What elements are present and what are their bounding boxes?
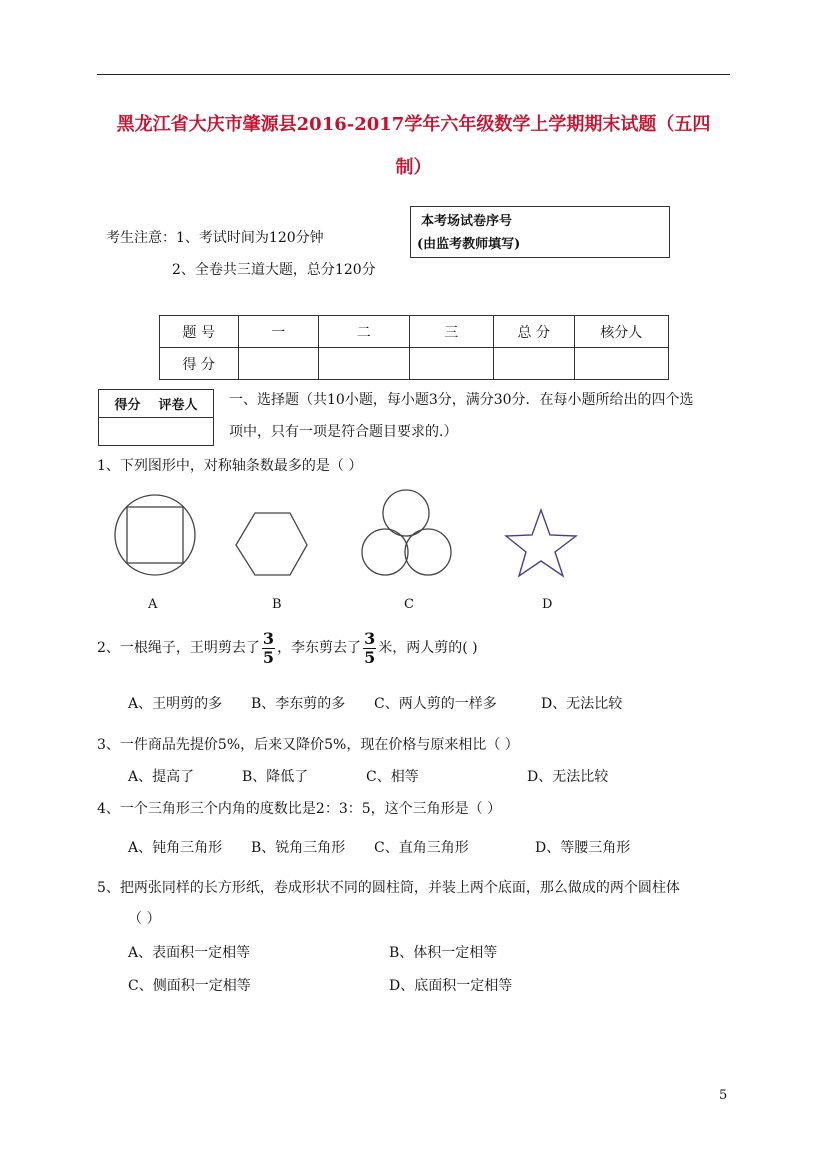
score-header-cell: 核分人 — [574, 316, 668, 348]
hexagon-figure — [236, 513, 307, 575]
score-row-label: 得 分 — [160, 348, 239, 380]
exam-title-line2: 制） — [395, 157, 432, 178]
notice-line1: 考生注意：1、考试时间为120分钟 — [106, 230, 324, 246]
notice-line2: 2、全卷共三道大题，总分120分 — [172, 262, 376, 278]
q4-option-d[interactable]: D、等腰三角形 — [535, 840, 631, 856]
q4-option-a[interactable]: A、钝角三角形 — [128, 840, 223, 856]
serial-box-line1: 本考场试卷序号 — [421, 214, 513, 229]
q1-label-b: B — [272, 597, 282, 612]
three-circles-figure — [362, 490, 451, 575]
q1-label-c: C — [404, 597, 414, 612]
q5-stem: 5、把两张同样的长方形纸，卷成形状不同的圆柱筒，并装上两个底面，那么做成的两个圆柱体 — [97, 880, 680, 896]
score-cell[interactable] — [574, 348, 668, 380]
q3-option-a[interactable]: A、提高了 — [128, 769, 195, 785]
grader-blank[interactable] — [99, 418, 214, 446]
score-header-cell: 二 — [319, 316, 409, 348]
q2-option-b[interactable]: B、李东剪的多 — [251, 696, 346, 712]
score-table — [159, 315, 669, 380]
score-table-header-row — [160, 316, 669, 348]
q4-option-b[interactable]: B、锐角三角形 — [251, 840, 346, 856]
q1-label-d: D — [542, 597, 553, 612]
score-cell[interactable] — [319, 348, 409, 380]
q1-stem: 1、下列图形中，对称轴条数最多的是（ ） — [97, 458, 363, 474]
fraction-numerator: 3 — [262, 628, 275, 648]
score-header-cell: 总 分 — [494, 316, 575, 348]
q3-stem: 3、一件商品先提价5%，后来又降价5%，现在价格与原来相比（ ） — [97, 737, 519, 753]
q2-fraction-1 — [262, 630, 275, 667]
score-cell[interactable] — [238, 348, 319, 380]
q5-option-b[interactable]: B、体积一定相等 — [389, 945, 498, 961]
fraction-denominator: 5 — [262, 647, 275, 667]
page-number: 5 — [719, 1088, 728, 1103]
section1-intro-line1: 一、选择题（共10小题，每小题3分，满分30分．在每小题所给出的四个选 — [229, 392, 694, 408]
q3-option-b[interactable]: B、降低了 — [242, 769, 309, 785]
q3-option-c[interactable]: C、相等 — [366, 769, 419, 785]
serial-box-line2: (由监考教师填写) — [417, 237, 521, 252]
q4-option-c[interactable]: C、直角三角形 — [374, 840, 469, 856]
fraction-denominator: 5 — [364, 647, 376, 667]
fraction-numerator: 3 — [364, 628, 376, 648]
circle-with-square-figure — [115, 495, 195, 575]
section1-intro-line2: 项中，只有一项是符合题目要求的.） — [229, 424, 458, 440]
q2-stem-part-a: 2、一根绳子，王明剪去了 — [97, 640, 260, 656]
header-rule — [97, 74, 730, 75]
grader-label: 得分 评卷人 — [99, 390, 214, 418]
score-header-cell: 题 号 — [160, 316, 239, 348]
q5-option-a[interactable]: A、表面积一定相等 — [128, 945, 251, 961]
q5-option-c[interactable]: C、侧面积一定相等 — [128, 978, 251, 994]
q1-label-a: A — [148, 597, 158, 612]
q2-option-a[interactable]: A、王明剪的多 — [128, 696, 223, 712]
grader-box — [98, 389, 214, 446]
q2-stem — [97, 628, 478, 668]
q2-fraction-2 — [363, 630, 376, 667]
q2-option-c[interactable]: C、两人剪的一样多 — [374, 696, 497, 712]
q1-figures — [100, 485, 600, 585]
exam-title-line1: 黑龙江省大庆市肇源县2016-2017学年六年级数学上学期期末试题（五四 — [116, 114, 711, 135]
q3-option-d[interactable]: D、无法比较 — [527, 769, 609, 785]
score-cell[interactable] — [494, 348, 575, 380]
q2-option-d[interactable]: D、无法比较 — [541, 696, 623, 712]
q5-stem-continued: （ ） — [128, 911, 161, 927]
score-table-score-row — [160, 348, 669, 380]
star-figure — [506, 510, 576, 576]
q5-option-d[interactable]: D、底面积一定相等 — [389, 978, 513, 994]
score-header-cell: 一 — [238, 316, 319, 348]
serial-number-box — [410, 206, 670, 258]
score-cell[interactable] — [409, 348, 494, 380]
q2-stem-part-b: ，李东剪去了 — [277, 640, 362, 656]
q2-stem-part-c: 米，两人剪的( ) — [378, 640, 478, 656]
q4-stem: 4、一个三角形三个内角的度数比是2：3：5，这个三角形是（ ） — [97, 801, 502, 817]
score-header-cell: 三 — [409, 316, 494, 348]
